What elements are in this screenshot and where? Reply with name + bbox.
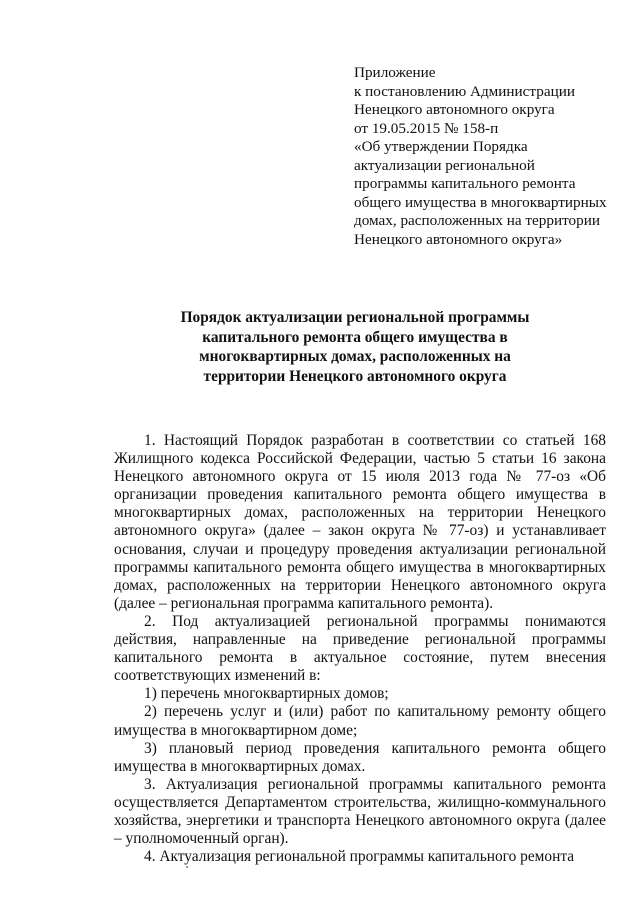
appendix-line: общего имущества в многоквартирных <box>354 193 607 211</box>
document-title <box>150 308 560 386</box>
appendix-line: Приложение <box>354 64 436 81</box>
appendix-line: «Об утверждении Порядка <box>354 138 528 155</box>
appendix-line: Ненецкого автономного округа» <box>354 230 563 248</box>
title-line: Порядок актуализации региональной программы <box>180 309 530 326</box>
scan-speck <box>186 866 188 868</box>
document-body <box>114 432 606 866</box>
title-line: капитального ремонта общего имущества в <box>202 328 508 346</box>
list-item-3: 3) плановый период проведения капитального ремонта общего имущества в многоквартирных домах. <box>114 739 606 775</box>
appendix-line: к постановлению Администрации <box>354 82 575 100</box>
paragraph-4: 4. Актуализация региональной программы капитального ремонта <box>144 848 575 866</box>
paragraph-1: 1. Настоящий Порядок разработан в соответствии со статьей 168 Жилищного кодекса Российской Федерации, частью 5 статьи 16 закона Ненецкого автономного округа от 15 июля 2013 года № 77-оз «Об организации проведения капитального ремонта общего имущества в многоквартирных домах, расположенных на территории Ненецкого автономного округа» (далее – закон округа № 77-оз) и устанавливает основания, случаи и процедуру проведения актуализации региональной программы капитального ремонта общего имущества в многоквартирных домах, расположенных на территории Ненецкого автономного округа (далее – региональная программа капитального ремонта). <box>114 432 606 612</box>
appendix-line: от 19.05.2015 № 158-п <box>354 119 499 137</box>
appendix-line: домах, расположенных на территории <box>354 212 600 229</box>
appendix-line: актуализации региональной <box>354 156 535 174</box>
paragraph-2: 2. Под актуализацией региональной программы понимаются действия, направленные на приведение региональной программы капитального ремонта в актуальное состояние, путем внесения соответствующих изменений в: <box>114 612 606 685</box>
title-line: территории Ненецкого автономного округа <box>203 367 507 385</box>
list-item-2: 2) перечень услуг и (или) работ по капитальному ремонту общего имущества в многоквартирном доме; <box>114 703 606 739</box>
appendix-line: программы капитального ремонта <box>354 175 576 192</box>
appendix-line: Ненецкого автономного округа <box>354 101 555 118</box>
title-line: многоквартирных домах, расположенных на <box>199 348 511 366</box>
list-item-1: 1) перечень многоквартирных домов; <box>144 685 389 703</box>
paragraph-3: 3. Актуализация региональной программы капитального ремонта осуществляется Департаментом строительства, жилищно-коммунального хозяйства, энергетики и транспорта Ненецкого автономного округа (далее – уполномоченный орган). <box>114 775 606 848</box>
appendix-header <box>354 64 624 249</box>
